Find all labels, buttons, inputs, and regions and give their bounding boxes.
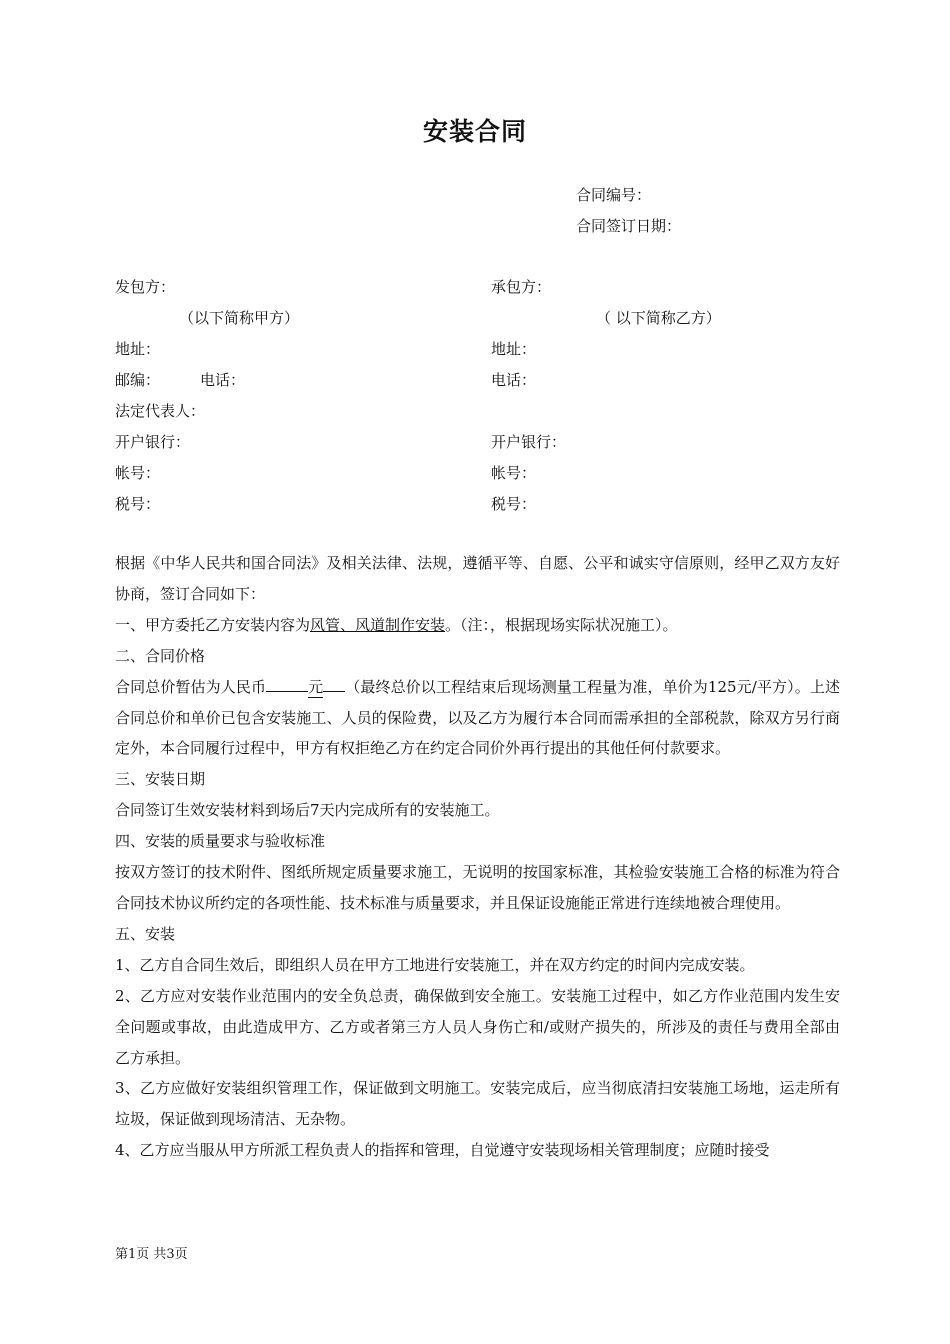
party-b-tax-no: 税号：	[491, 495, 537, 513]
party-a-bank: 开户银行：	[115, 433, 191, 451]
party-b-alias: （ 以下简称乙方）	[596, 309, 721, 327]
party-a-postcode: 邮编：	[115, 371, 161, 389]
section-1-paragraph	[115, 610, 840, 641]
party-a-tax-no: 税号：	[115, 495, 161, 513]
preamble-paragraph: 根据《中华人民共和国合同法》及相关法律、法规，遵循平等、自愿、公平和诚实守信原则，经甲乙双方友好协商，签订合同如下：	[115, 554, 840, 603]
section-2-text: （最终总价以工程结束后现场测量工程量为准，单价为125元/平方）。上述合同总价和单价已包含安装施工、人员的保险费，以及乙方为履行本合同而需承担的全部税款，除双方另行商定外，本合同履行过程中，甲方有权拒绝乙方在约定合同价外再行提出的其他任何付款要求。	[115, 677, 840, 758]
contract-number-label: 合同编号：	[576, 186, 652, 204]
section-5-item-2: 2、乙方应对安装作业范围内的安全负总责，确保做到安全施工。安装施工过程中，如乙方作业范围内发生安全问题或事故，由此造成甲方、乙方或者第三方人员人身伤亡和/或财产损失的，所涉及的责任与费用全部由乙方承担。	[115, 986, 840, 1067]
party-b-spacer	[491, 396, 831, 427]
section-5-item-4: 4、乙方应当服从甲方所派工程负责人的指挥和管理，自觉遵守安装现场相关管理制度；应随时接受	[115, 1141, 770, 1160]
party-a-phone: 电话：	[200, 371, 246, 389]
amount-blank-left	[266, 691, 308, 692]
section-1-suffix: 。（注：，根据现场实际状况施工）。	[445, 615, 678, 634]
section-1-prefix: 一、甲方委托乙方安装内容为	[115, 615, 311, 634]
section-4-heading: 四、安装的质量要求与验收标准	[115, 832, 326, 851]
section-2-prefix: 合同总价暂估为人民币	[115, 677, 267, 696]
page-footer: 第1页 共3页	[115, 1247, 188, 1262]
section-5-heading: 五、安装	[115, 924, 176, 943]
party-a-address: 地址：	[115, 340, 161, 358]
contract-body	[115, 548, 840, 1166]
section-3-heading: 三、安装日期	[115, 770, 206, 789]
section-2-paragraph	[115, 672, 840, 765]
section-4-paragraph: 按双方签订的技术附件、图纸所规定质量要求施工，无说明的按国家标准，其检验安装施工合格的标准为符合合同技术协议所约定的各项性能、技术标准与质量要求，并且保证设施能正常进行连续地被合理使用。	[115, 863, 840, 912]
section-3-paragraph: 合同签订生效安装材料到场后7天内完成所有的安装施工。	[115, 801, 500, 820]
party-a-account: 帐号：	[115, 464, 161, 482]
amount-unit: 元	[308, 677, 324, 696]
party-b-address: 地址：	[491, 340, 537, 358]
section-5-item-3: 3、乙方应做好安装组织管理工作，保证做到文明施工。安装完成后，应当彻底清扫安装施工场地，运走所有垃圾，保证做到现场清洁、无杂物。	[115, 1079, 840, 1129]
party-b-block	[491, 272, 831, 520]
party-b-account: 帐号：	[491, 464, 537, 482]
party-a-alias: （以下简称甲方）	[179, 309, 300, 327]
party-b-phone: 电话：	[491, 371, 537, 389]
party-a-block	[115, 272, 455, 520]
party-b-label: 承包方：	[491, 278, 552, 296]
party-a-label: 发包方：	[115, 278, 176, 296]
party-a-legal-rep: 法定代表人：	[115, 402, 206, 420]
party-b-bank: 开户银行：	[491, 433, 567, 451]
contract-date-label: 合同签订日期：	[576, 217, 682, 235]
section-5-item-1: 1、乙方自合同生效后，即组织人员在甲方工地进行安装施工，并在双方约定的时间内完成安装。	[115, 955, 755, 974]
amount-blank-right	[323, 691, 345, 692]
document-title: 安装合同	[422, 117, 527, 146]
section-1-content: 风管、风道制作安装	[310, 615, 446, 634]
section-2-heading: 二、合同价格	[115, 646, 206, 665]
party-a-contact-row	[115, 365, 455, 396]
